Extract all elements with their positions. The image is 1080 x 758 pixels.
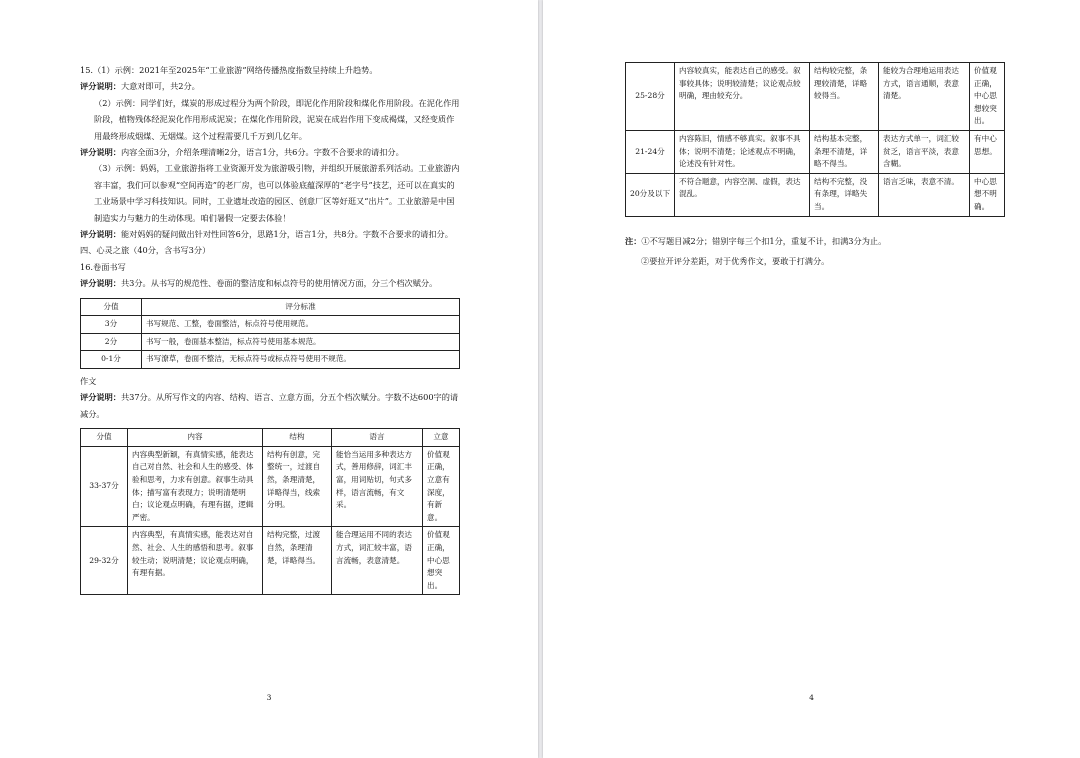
note-2: ②要拉开评分差距，对于优秀作文，要敢于打满分。 bbox=[641, 255, 830, 266]
table-cell: 书写潦草，卷面不整洁，无标点符号或标点符号使用不规范。 bbox=[142, 351, 460, 369]
essay-score-label: 评分说明： bbox=[80, 392, 121, 403]
table-row bbox=[626, 63, 1005, 131]
table-cell: 结构基本完整，条理不清楚，详略不得当。 bbox=[810, 130, 879, 173]
q15-score-text-1: 大意对即可，共2分。 bbox=[120, 81, 200, 92]
table-cell: 结构完整，过渡自然，条理清楚，详略得当。 bbox=[263, 527, 332, 595]
table-cell: 内容典型新颖，有真情实感，能表达自己对自然、社会和人生的感受、体验和思考，力求有创意。叙事生动具体；描写富有表现力；说明清楚明白；议论观点明确，有理有据，逻辑严密。 bbox=[128, 446, 263, 527]
q15-score-text-2: 内容全面3分，介绍条理清晰2分，语言1分，共6分。字数不合要求的请扣分。 bbox=[120, 147, 404, 158]
table-row bbox=[81, 316, 460, 334]
table-header: 分值 bbox=[81, 429, 128, 447]
table-cell: 书写一般，卷面基本整洁，标点符号使用基本规范。 bbox=[142, 333, 460, 351]
table-cell: 结构较完整，条理较清楚，详略较得当。 bbox=[810, 63, 879, 131]
table-row bbox=[81, 333, 460, 351]
table-row bbox=[626, 130, 1005, 173]
section-4-heading: 四、心灵之旅（40分，含书写3分） bbox=[80, 245, 211, 256]
table-header: 立意 bbox=[423, 429, 460, 447]
table-cell: 表达方式单一，词汇较贫乏，语言平淡，表意含糊。 bbox=[879, 130, 970, 173]
essay-title: 作文 bbox=[80, 376, 97, 387]
table-cell: 3分 bbox=[81, 316, 142, 334]
table-cell: 29-32分 bbox=[81, 527, 128, 595]
table-cell: 价值观正确，中心思想突出。 bbox=[423, 527, 460, 595]
table-cell: 能较为合理地运用表达方式，语言通顺，表意清楚。 bbox=[879, 63, 970, 131]
table-cell: 价值观正确，中心思想较突出。 bbox=[970, 63, 1005, 131]
q15-part1: 15.（1）示例：2021年至2025年“工业旅游”网络传播热度指数呈持续上升趋势。 bbox=[80, 65, 378, 75]
table-row bbox=[81, 351, 460, 369]
essay-table-continued bbox=[625, 62, 1005, 217]
q15-score-label-1: 评分说明： bbox=[80, 81, 121, 92]
table-cell: 内容陈旧，情感不够真实。叙事不具体；说明不清楚；论述观点不明确，论述没有针对性。 bbox=[675, 130, 810, 173]
handwriting-table bbox=[80, 298, 460, 369]
q15-score-text-3: 能对妈妈的疑问做出针对性回答6分，思路1分，语言1分，共8分。字数不合要求的请扣分。 bbox=[120, 229, 453, 240]
table-header: 评分标准 bbox=[142, 298, 460, 316]
q15-score-label-3: 评分说明： bbox=[80, 229, 121, 240]
table-row bbox=[81, 446, 460, 527]
page-3 bbox=[0, 0, 538, 758]
q16-score-text: 共3分。从书写的规范性、卷面的整洁度和标点符号的使用情况方面，分三个档次赋分。 bbox=[120, 278, 438, 289]
table-cell: 内容典型，有真情实感，能表达对自然、社会、人生的感悟和思考。叙事较生动；说明清楚；议论观点明确，有理有据。 bbox=[128, 527, 263, 595]
page-3-content bbox=[80, 62, 460, 595]
essay-table bbox=[80, 428, 460, 595]
q15-part2: （2）示例：同学们好，煤炭的形成过程分为两个阶段，即泥化作用阶段和煤化作用阶段。在泥化作用阶段，植物残体经泥炭化作用形成泥炭；在煤化作用阶段，泥炭在成岩作用下变成褐煤，又经变质作用最终形成烟煤、无烟煤。这个过程需要几千万到几亿年。 bbox=[94, 97, 460, 141]
table-cell: 20分及以下 bbox=[626, 173, 675, 216]
table-cell: 21-24分 bbox=[626, 130, 675, 173]
table-header: 分值 bbox=[81, 298, 142, 316]
table-cell: 内容较真实，能表达自己的感受。叙事较具体；说明较清楚；议论观点较明确，理由较充分。 bbox=[675, 63, 810, 131]
note-1: ①不写题目减2分；错别字每三个扣1分，重复不计，扣满3分为止。 bbox=[641, 235, 887, 246]
table-cell: 结构有创意，完整统一，过渡自然，条理清楚，详略得当，线索分明。 bbox=[263, 446, 332, 527]
table-header: 内容 bbox=[128, 429, 263, 447]
q15-part3: （3）示例：妈妈，工业旅游指将工业资源开发为旅游吸引物，并组织开展旅游系列活动。工业旅游内容丰富，我们可以参观“空间再造”的老厂房，也可以体验底蕴深厚的“老字号”技艺，还可以在真实的工业场景中学习科技知识。同时，工业遗址改造的园区、创意厂区等好逛又“出片”。工业旅游是中国制造实力与魅力的生动体现。咱们暑假一定要去体验！ bbox=[94, 163, 460, 223]
table-cell: 价值观正确，立意有深度，有新意。 bbox=[423, 446, 460, 527]
table-cell: 2分 bbox=[81, 333, 142, 351]
table-row bbox=[81, 527, 460, 595]
page-number: 3 bbox=[266, 693, 272, 702]
table-cell: 能合理运用不同的表达方式，词汇较丰富，语言流畅，表意清楚。 bbox=[332, 527, 423, 595]
table-cell: 语言乏味，表意不清。 bbox=[879, 173, 970, 216]
table-cell: 33-37分 bbox=[81, 446, 128, 527]
q16-title: 16.卷面书写 bbox=[80, 261, 126, 272]
table-header: 语言 bbox=[332, 429, 423, 447]
page-4-content bbox=[625, 62, 1005, 271]
essay-score-text: 共37分。从所写作文的内容、结构、语言、立意方面，分五个档次赋分。字数不达600字的请减分。 bbox=[80, 392, 459, 419]
page-number: 4 bbox=[809, 693, 814, 702]
note-label: 注： bbox=[625, 235, 642, 246]
table-cell: 中心思想不明确。 bbox=[970, 173, 1005, 216]
page-4 bbox=[543, 0, 1080, 758]
table-header: 结构 bbox=[263, 429, 332, 447]
table-row bbox=[626, 173, 1005, 216]
q16-score-label: 评分说明： bbox=[80, 278, 121, 289]
table-cell: 书写规范、工整，卷面整洁，标点符号使用规范。 bbox=[142, 316, 460, 334]
table-cell: 0-1分 bbox=[81, 351, 142, 369]
q15-score-label-2: 评分说明： bbox=[80, 147, 121, 158]
table-cell: 不符合题意，内容空洞、虚假，表达混乱。 bbox=[675, 173, 810, 216]
table-cell: 结构不完整，没有条理，详略失当。 bbox=[810, 173, 879, 216]
table-cell: 能恰当运用多种表达方式，善用修辞，词汇丰富，用词贴切，句式多样，语言流畅，有文采。 bbox=[332, 446, 423, 527]
table-cell: 25-28分 bbox=[626, 63, 675, 131]
table-cell: 有中心思想。 bbox=[970, 130, 1005, 173]
